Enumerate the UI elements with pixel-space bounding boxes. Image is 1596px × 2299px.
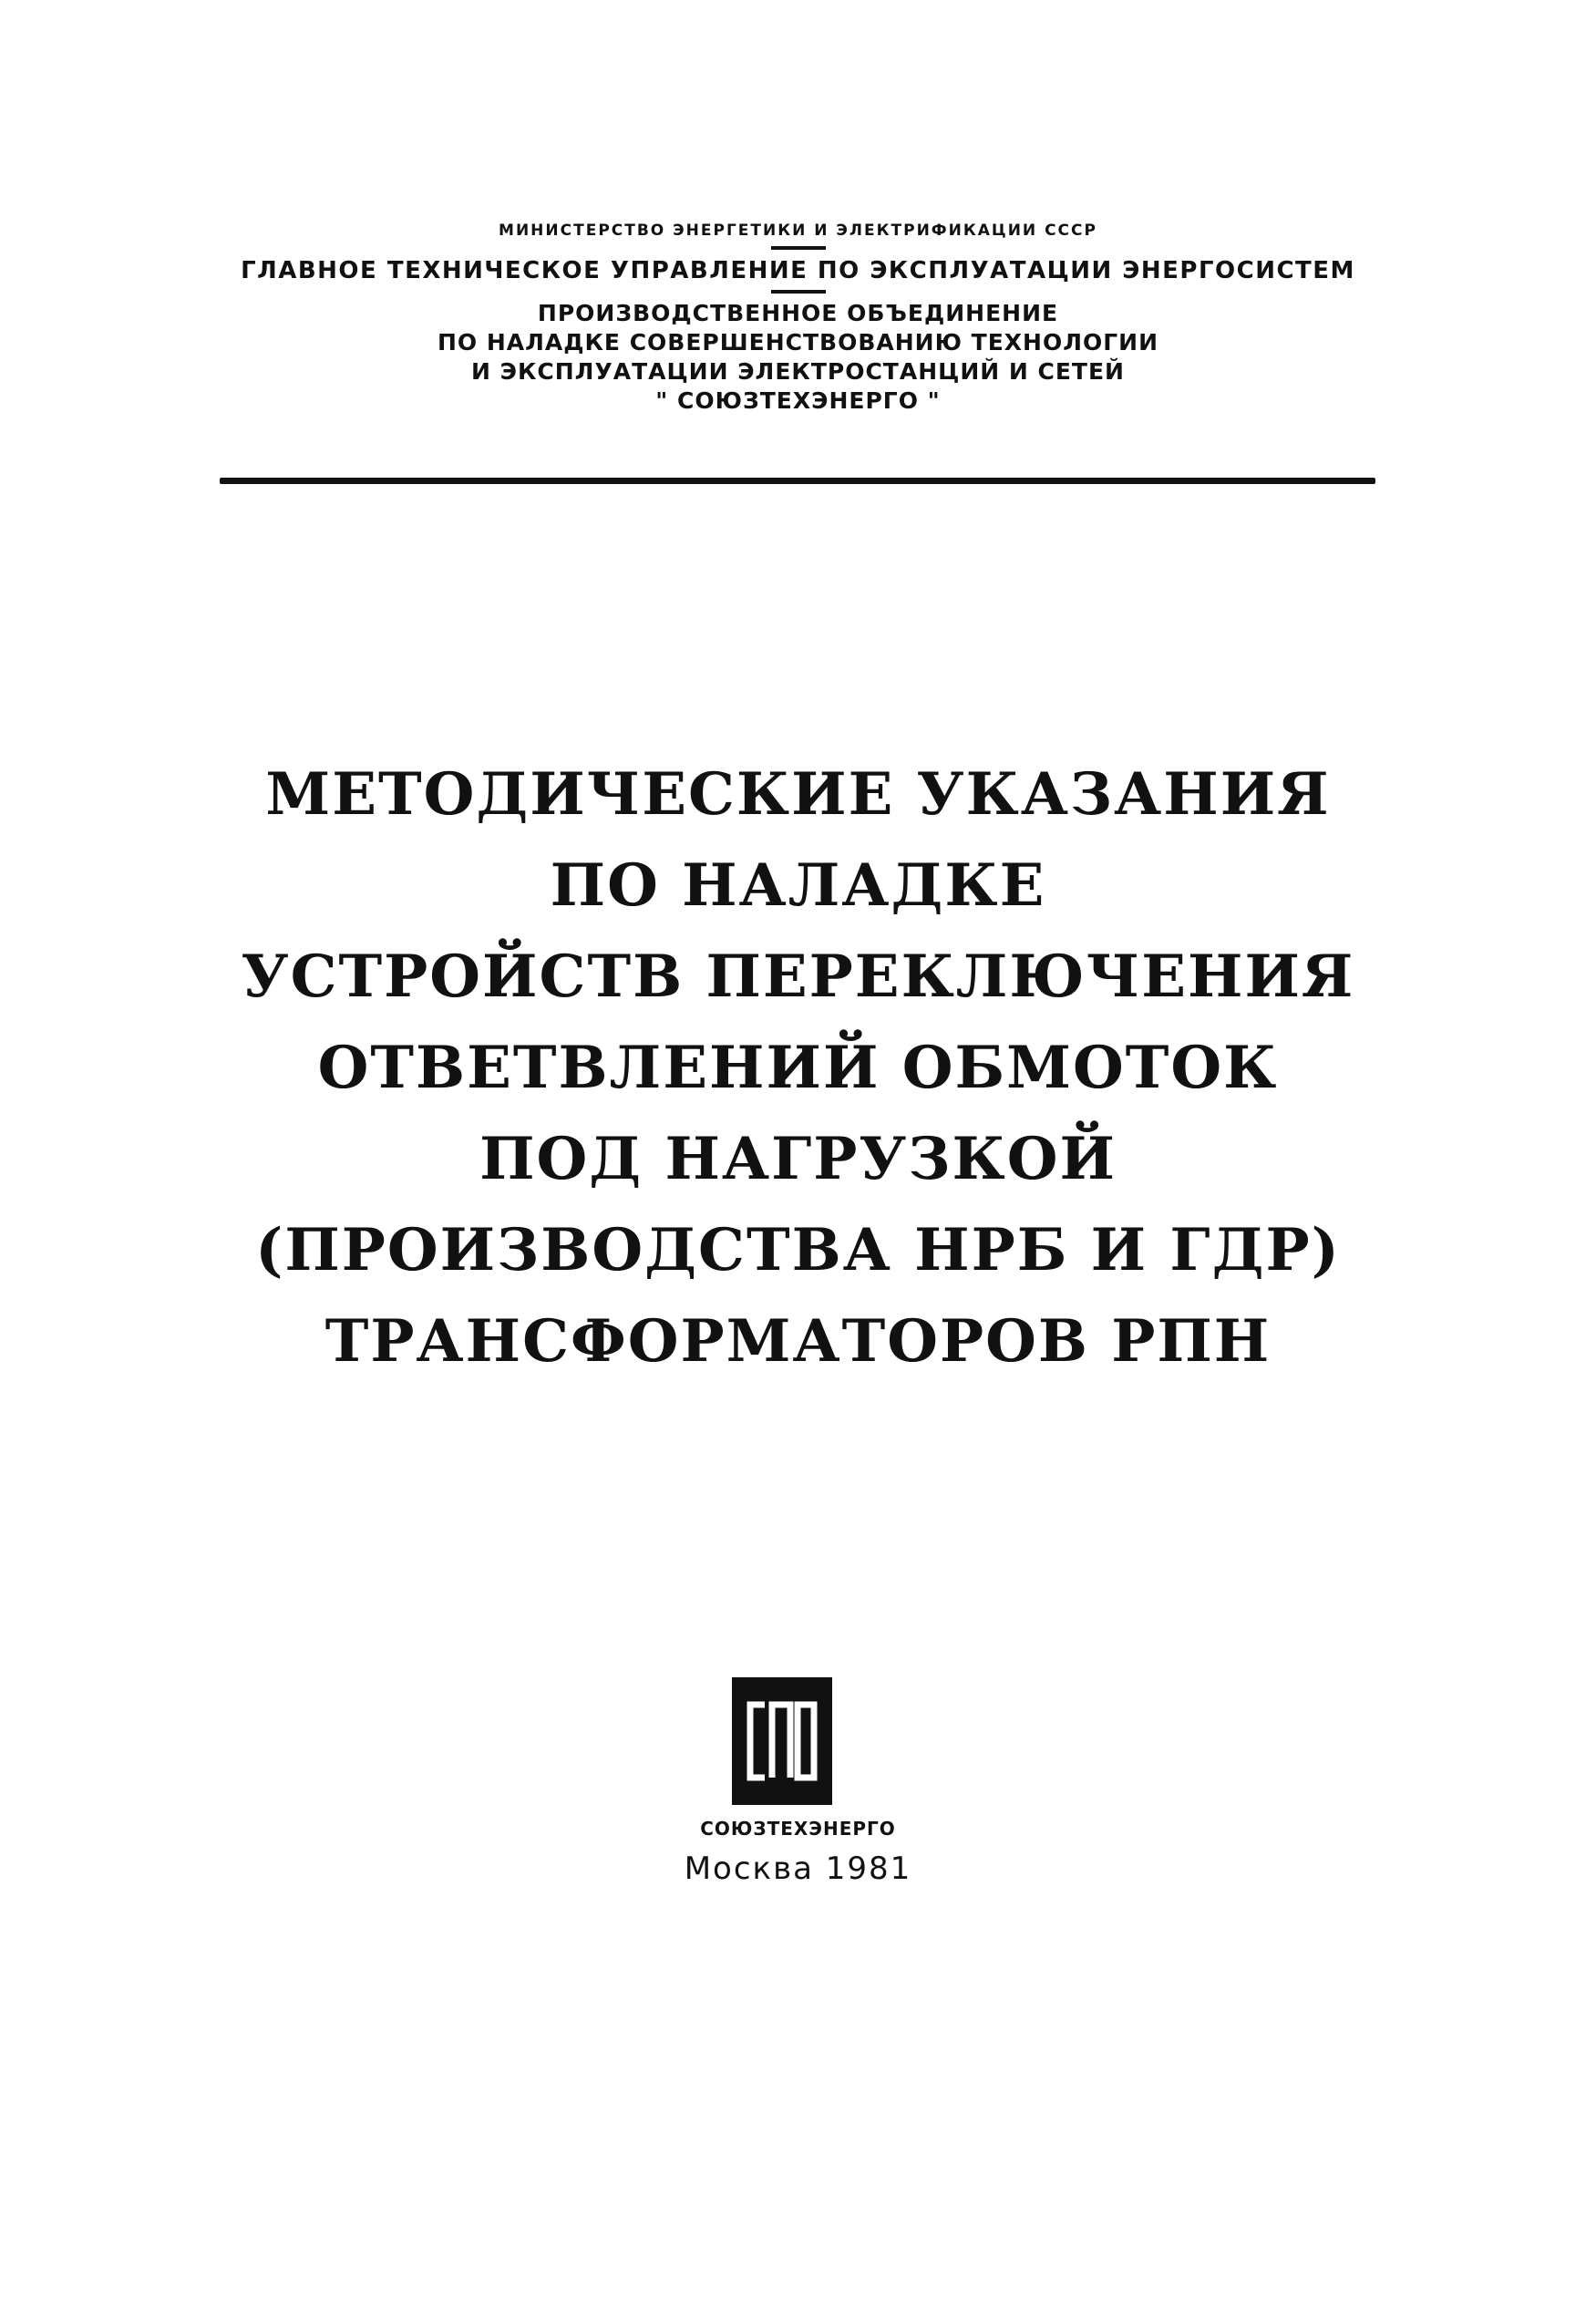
association-line: И ЭКСПЛУАТАЦИИ ЭЛЕКТРОСТАНЦИЙ И СЕТЕЙ — [471, 358, 1125, 385]
association-block — [0, 299, 1596, 416]
document-title — [0, 749, 1596, 1387]
title-line: ПО НАЛАДКЕ — [550, 851, 1046, 920]
association-line: " СОЮЗТЕХЭНЕРГО " — [655, 387, 941, 414]
publisher-name: СОЮЗТЕХЭНЕРГО — [700, 1818, 896, 1840]
spo-logo-icon — [732, 1677, 832, 1805]
title-line: ПОД НАГРУЗКОЙ — [479, 1125, 1117, 1193]
title-line: ТРАНСФОРМАТОРОВ РПН — [324, 1307, 1272, 1376]
ministry-name: МИНИСТЕРСТВО ЭНЕРГЕТИКИ И ЭЛЕКТРИФИКАЦИИ СССР — [499, 222, 1097, 240]
header-divider-short-2 — [771, 290, 826, 294]
title-line: (ПРОИЗВОДСТВА НРБ И ГДР) — [255, 1216, 1341, 1284]
spo-logo-glyph — [732, 1677, 832, 1805]
header-divider-long — [220, 478, 1375, 484]
title-line: УСТРОЙСТВ ПЕРЕКЛЮЧЕНИЯ — [241, 943, 1355, 1011]
city-year: Москва 1981 — [684, 1851, 912, 1887]
title-line: ОТВЕТВЛЕНИЙ ОБМОТОК — [317, 1034, 1279, 1102]
title-line: МЕТОДИЧЕСКИЕ УКАЗАНИЯ — [265, 760, 1331, 829]
main-department-name: ГЛАВНОЕ ТЕХНИЧЕСКОЕ УПРАВЛЕНИЕ ПО ЭКСПЛУАТАЦИИ ЭНЕРГОСИСТЕМ — [241, 257, 1355, 284]
association-line: ПО НАЛАДКЕ СОВЕРШЕНСТВОВАНИЮ ТЕХНОЛОГИИ — [437, 329, 1159, 356]
organization-header — [0, 217, 1596, 416]
association-line: ПРОИЗВОДСТВЕННОЕ ОБЪЕДИНЕНИЕ — [537, 300, 1059, 326]
header-divider-short — [771, 246, 826, 250]
